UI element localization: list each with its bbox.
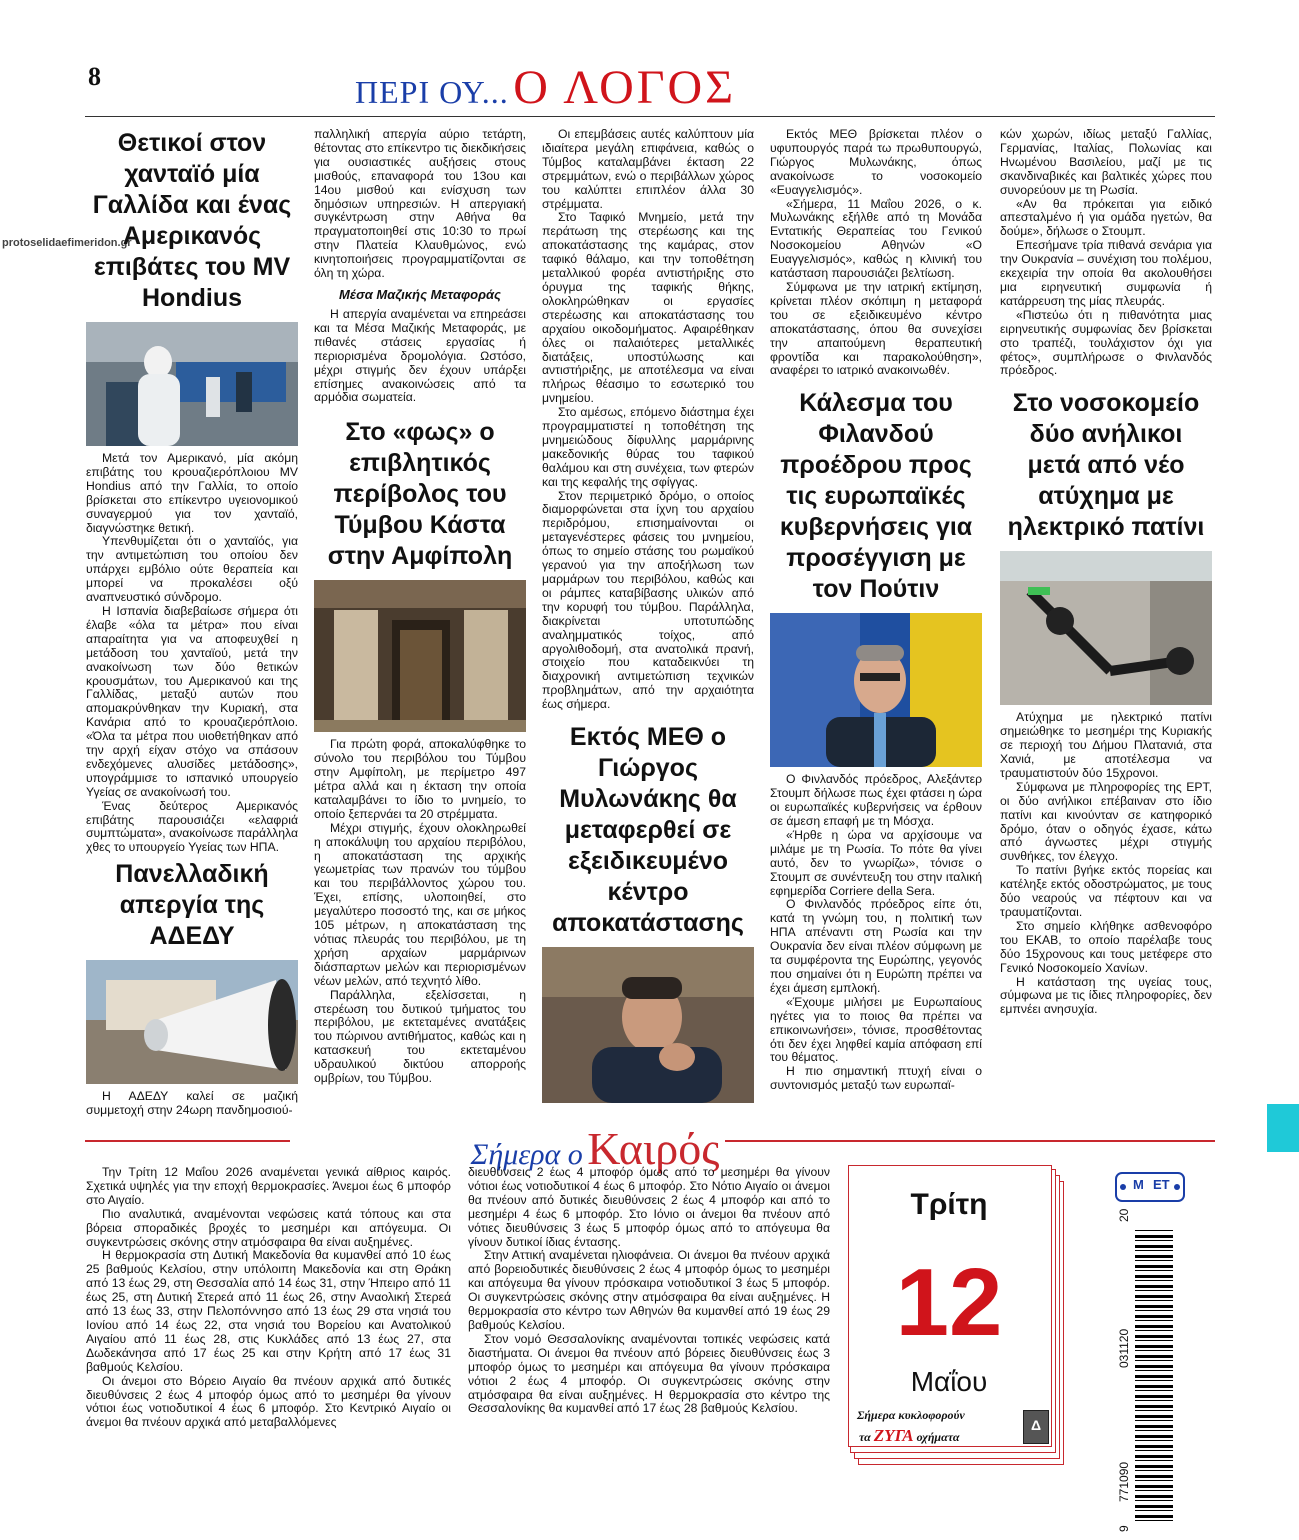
weather-rule-left	[85, 1140, 290, 1142]
barcode-top-number: 20	[1117, 1208, 1131, 1222]
headline-stubb: Κάλεσμα του Φιλανδού προέδρου προς τις ευρωπαϊκές κυβερνήσεις για προσέγγιση με τον Πούτιν	[779, 389, 973, 604]
article-mylonakis	[770, 128, 982, 378]
barcode-bar	[1135, 1250, 1173, 1251]
paragraph: Την Τρίτη 12 Μαΐου 2026 αναμένεται γενικά αίθριος καιρός. Σχετικά υψηλές για την εποχή θερμοκρασίες. Άνεμοι έως 6 μποφόρ στο Αιγαίο.	[86, 1165, 451, 1207]
met-logo-m: Μ	[1133, 1177, 1144, 1192]
calendar-footer-oximata: οχήματα	[916, 1430, 960, 1444]
barcode-bar	[1135, 1490, 1173, 1491]
photo-hazmat	[86, 322, 298, 446]
column-2	[314, 128, 526, 1086]
headline-hantavirus: Θετικοί στον χανταϊό μία Γαλλίδα και ένας Αμερικανός επιβάτες του MV Hondius	[92, 129, 292, 312]
calendar-month: Μαΐου	[910, 1366, 988, 1397]
paragraph: Στο αμέσως, επόμενο διάστημα έχει προγραμματιστεί η τοποθέτηση της μνημειώδους δίφυλλης μαρμάρινης μακεδονικής θύρας του ταφικού θαλάμου και στη συνέχεια, των φτερών και της κεφαλής της σφίγγας.	[542, 405, 754, 489]
headline-adedy: Πανελλαδική απεργία της ΑΔΕΔΥ	[115, 860, 269, 951]
met-logo-et: ΕΤ	[1153, 1177, 1170, 1192]
paragraph: Στο σημείο κλήθηκε ασθενοφόρο του ΕΚΑΒ, το οποίο παρέλαβε τους δύο 15χρονους και τους μετέφερε στο Γενικό Νοσοκομείο Χανίων.	[1000, 918, 1212, 975]
barcode-bar	[1135, 1235, 1173, 1238]
watermark: protoselidaefimeridon.gr	[2, 237, 132, 249]
barcode-bar	[1135, 1495, 1173, 1498]
barcode-bar	[1135, 1310, 1173, 1311]
barcode-bar	[1135, 1520, 1173, 1521]
paragraph: παλληλική απεργία αύριο τετάρτη, θέτοντας στο επίκεντρο τις διεκδικήσεις για ουσιαστικές αυξήσεις στους μισθούς, επαναφορά του 13ου και 14ου μισθού και ενίσχυση των δημόσιων υπηρεσιών. Η απεργιακή συγκέντρωση στην Αθήνα θα πραγματοποιηθεί στις 10:30 το πρωί στην Πλατεία Κλαυθμώνος, ενώ κινητοποιήσεις προγραμματίζονται σε όλη τη χώρα.	[314, 127, 526, 281]
barcode-bar	[1135, 1245, 1173, 1248]
barcode-bar	[1135, 1395, 1173, 1398]
masthead-small: ΠΕΡΙ ΟΥ...	[355, 74, 509, 110]
paragraph: Πιο αναλυτικά, αναμένονται νεφώσεις κατά τόπους και στα βόρεια σποραδικές βροχές το μεσημέρι και απόγευμα. Οι συγκεντρώσεις σκόνης στην ατμόσφαιρα θα είναι αυξημένες.	[86, 1206, 451, 1249]
photo-scooter	[1000, 551, 1212, 705]
barcode-bar	[1135, 1365, 1173, 1368]
calendar-day: Τρίτη	[910, 1188, 988, 1221]
barcode-bar	[1135, 1455, 1173, 1458]
article-adedy	[86, 1090, 298, 1118]
barcode-bar	[1135, 1385, 1173, 1388]
weather-column-1	[86, 1166, 451, 1430]
barcode-bar	[1135, 1475, 1173, 1478]
calendar-footer-ta: τα	[859, 1430, 871, 1444]
calendar-footer-zyga: ΖΥΓΑ	[873, 1426, 914, 1445]
barcode-bar	[1135, 1505, 1173, 1508]
headline-amphipolis: Στο «φως» ο επιβλητικός περίβολος του Τύμβου Κάστα στην Αμφίπολη	[327, 418, 513, 571]
calendar-footer-badge-box	[1023, 1410, 1049, 1444]
barcode-bar	[1135, 1240, 1173, 1241]
barcode-bar	[1135, 1400, 1173, 1401]
barcode-bar	[1135, 1360, 1173, 1361]
barcode-bar	[1135, 1410, 1173, 1411]
paragraph: Η ΑΔΕΔΥ καλεί σε μαζική συμμετοχή στην 24ωρη πανδημοσιού-	[86, 1089, 298, 1118]
article-scooter	[1000, 711, 1212, 1017]
paragraph: Ο Φινλανδός πρόεδρος, Αλεξάντερ Στουμπ δήλωσε πως έχει φτάσει η ώρα οι ευρωπαϊκές κυβερνήσεις να έρθουν σε άμεση επαφή με τη Μόσχα.	[770, 772, 982, 829]
barcode-bar	[1135, 1285, 1173, 1288]
barcode-bar	[1135, 1300, 1173, 1301]
barcode-bar	[1135, 1450, 1173, 1451]
column-1	[86, 128, 298, 1118]
barcode-bar	[1135, 1315, 1173, 1318]
barcode-bar	[1135, 1290, 1173, 1291]
barcode-bar	[1135, 1320, 1173, 1321]
barcode-bar	[1135, 1405, 1173, 1408]
weather-title-small: Σήμερα ο	[470, 1138, 583, 1171]
barcode-bar	[1135, 1265, 1173, 1268]
paragraph: Ο Φινλανδός πρόεδρος είπε ότι, κατά τη γνώμη του, η πολιτική των ΗΠΑ απέναντι στη Ρωσία και την Ουκρανία δεν είναι πλέον σύμφωνη με τα συμφέροντα της Ευρώπης, γεγονός που σημαίνει ότι η Ευρώπη πρέπει να έχει άμεση εμπλοκή.	[770, 897, 982, 995]
paragraph: «Σήμερα, 11 Μαΐου 2026, ο κ. Μυλωνάκης εξήλθε από τη Μονάδα Εντατικής Θεραπείας του Γενικού Νοσοκομείου Αθηνών «Ο Ευαγγελισμός», καθώς η κλινική του κατάσταση παρουσιάζει βελτίωση.	[770, 196, 982, 281]
barcode-bar	[1135, 1420, 1173, 1421]
paragraph: Ένας δεύτερος Αμερικανός επιβάτης παρουσιάζει «ελαφριά συμπτώματα», ανακοίνωσε παράλληλα χθες το υπουργείο Υγείας των ΗΠΑ.	[86, 798, 298, 855]
barcode-bar	[1135, 1480, 1173, 1481]
barcode-bar	[1135, 1370, 1173, 1371]
paragraph: Ατύχημα με ηλεκτρικό πατίνι σημειώθηκε το μεσημέρι της Κυριακής σε περιοχή του Δήμου Πλατανιά, στα Χανιά, με αποτέλεσμα να τραυματιστούν δύο 15χρονοι.	[1000, 710, 1212, 780]
article-transport	[314, 308, 526, 405]
paragraph: Σύμφωνα με την ιατρική εκτίμηση, κρίνεται πλέον σκόπιμη η μεταφορά του σε εξειδικευμένο κέντρο αποκατάστασης, όπου θα συνεχίσει την απαιτούμενη θεραπευτική φροντίδα και παρακολούθηση», αναφέρει το ιατρικό ανακοινωθέν.	[770, 279, 982, 378]
weather-column-2	[468, 1166, 830, 1416]
barcode-bar	[1135, 1270, 1173, 1271]
article-amphipolis-cont	[542, 128, 754, 712]
photo-tomb	[314, 580, 526, 732]
barcode-bar	[1135, 1330, 1173, 1331]
article-stubb-cont	[1000, 128, 1212, 378]
photo-mylonakis	[542, 947, 754, 1103]
paragraph: Η απεργία αναμένεται να επηρεάσει και τα Μέσα Μαζικής Μεταφοράς, με πιθανές στάσεις εργασίας ή περιορισμένα δρομολόγια. Ωστόσο, μέχρι στιγμής δεν έχουν υπάρξει επίσημες ανακοινώσεις από τα αρμόδια σωματεία.	[314, 306, 526, 405]
paragraph: Η πιο σημαντική πτυχή είναι ο συντονισμός μεταξύ των ευρωπαϊ-	[770, 1064, 982, 1093]
headline-mylonakis: Εκτός ΜΕΘ ο Γιώργος Μυλωνάκης θα μεταφερθεί σε εξειδικευμένο κέντρο αποκατάστασης	[552, 723, 744, 938]
barcode-bar	[1135, 1510, 1173, 1511]
barcode-number-1: 771090	[1117, 1461, 1131, 1502]
paragraph: Μέχρι στιγμής, έχουν ολοκληρωθεί η αποκάλυψη του αρχαίου περιβόλου, η αποκατάσταση της αρχικής γεωμετρίας των πρανών του τύμβου και του περιβάλλοντος χώρου του. Έχει, επίσης, υλοποιηθεί, στο μεγαλύτερο ποσοστό της, και σε μήκος 105 μέτρων, η αποκατάσταση της νότιας πλευράς του περιβόλου, με τη χρήση αρχαίων μαρμάρινων διάσπαρτων μελών και περιορισμένων νέων μελών, από τεχνητό λίθο.	[314, 820, 526, 988]
barcode-bar	[1135, 1430, 1173, 1431]
barcode-bar	[1135, 1260, 1173, 1261]
barcode-bar	[1135, 1465, 1173, 1468]
barcode-bar	[1135, 1230, 1173, 1231]
subhead-transport: Μέσα Μαζικής Μεταφοράς	[339, 286, 501, 302]
article-hantavirus	[86, 452, 298, 855]
masthead	[355, 60, 955, 112]
paragraph: Για πρώτη φορά, αποκαλύφθηκε το σύνολο του περιβόλου του Τύμβου στην Αμφίπολη, με περίμετρο 497 μέτρα αλλά και η έκταση την οποία καταλαμβάνει το ίδιο το μνημείο, το οποίο ξεπερνάει τα 20 στρέμματα.	[314, 737, 526, 821]
barcode-bar	[1135, 1325, 1173, 1328]
barcode-bar	[1135, 1375, 1173, 1378]
barcode-bar	[1135, 1440, 1173, 1441]
column-4	[770, 128, 982, 1093]
article-amphipolis	[314, 738, 526, 1086]
header-rule	[85, 116, 1215, 117]
headline-scooter: Στο νοσοκομείο δύο ανήλικοι μετά από νέο ατύχημα με ηλεκτρικό πατίνι	[1007, 389, 1205, 542]
paragraph: Οι επεμβάσεις αυτές καλύπτουν μία ιδιαίτερα μεγάλη επιφάνεια, καθώς ο Τύμβος καταλαμβάνει έκταση 22 στρεμμάτων, ενώ ο περιβάλλων χώρος του καλύπτει επιπλέον άλλα 30 στρέμματα.	[542, 127, 754, 211]
barcode	[1115, 1210, 1185, 1540]
paragraph: Η Ισπανία διαβεβαίωσε σήμερα ότι έλαβε «όλα τα μέτρα» που είναι απαραίτητα για να αποφευχθεί η μετάδοση του χανταϊού, μετά την ανακοίνωση των δύο θετικών κρουσμάτων, του Αμερικανού και της Γαλλίδας, μεταξύ αυτών που απομακρύνθηκαν την Κυριακή, στα Κανάρια από το κρουαζιερόπλοιο. «Όλα τα μέτρα που υιοθετήθηκαν από την αρχή είχαν στόχο να σπάσουν ενδεχόμενες αλυσίδες μετάδοσης», υπογράμμισε το ισπανικό υπουργείο Υγείας σε ανακοίνωσή του.	[86, 603, 298, 799]
article-adedy-cont	[314, 128, 526, 281]
barcode-bar	[1135, 1305, 1173, 1308]
barcode-bar	[1135, 1390, 1173, 1391]
barcode-left-digit: 9	[1117, 1525, 1131, 1532]
paragraph: Το πατίνι βγήκε εκτός πορείας και κατέληξε εκτός οδοστρώματος, με τους δύο νεαρούς να πέφτουν και να τραυματίζονται.	[1000, 863, 1212, 919]
calendar-date: 12	[895, 1249, 1003, 1356]
calendar-footer	[855, 1406, 1045, 1448]
paragraph: Μετά τον Αμερικανό, μία ακόμη επιβάτης του κρουαζιερόπλοιου MV Hondius από την Γαλλία, το οποίο βρίσκεται στο επίκεντρο υγειονομικού συναγερμού για τον χανταϊό, διαγνώστηκε θετική.	[86, 451, 298, 535]
calendar-footer-line1: Σήμερα κυκλοφορούν	[857, 1408, 965, 1422]
barcode-bar	[1135, 1435, 1173, 1438]
barcode-bar	[1135, 1485, 1173, 1488]
paragraph: «Ήρθε η ώρα να αρχίσουμε να μιλάμε με τη Ρωσία. Το πότε θα γίνει αυτό, δεν το γνωρίζω», τόνισε ο Στουμπ σε συνέντευξη του στην ιταλική εφημερίδα Corriere della Sera.	[770, 827, 982, 898]
calendar-sheet	[848, 1165, 1052, 1447]
article-stubb	[770, 773, 982, 1093]
masthead-big: Ο ΛΟΓΟΣ	[513, 61, 737, 114]
weather-header	[85, 1123, 1215, 1174]
paragraph: Εκτός ΜΕΘ βρίσκεται πλέον ο υφυπουργός παρά τω πρωθυπουργώ, Γιώργος Μυλωνάκης, όπως ανακοίνωσε το νοσοκομείο «Ευαγγελισμός».	[770, 127, 982, 197]
paragraph: Στον περιμετρικό δρόμο, ο οποίος διαμορφώνεται στα ίχνη του αρχαίου περιδρόμου, επισημαίνονται οι μεταγενέστερες φάσεις του μνημείου, όπως το σημείο στάσης του ρωμαϊκού γερανού για την αποξήλωση των μαρμάρων του περιβόλου, καθώς και οι ράμπες καταβίβασης υλικών από την κορυφή του τύμβου. Παράλληλα, διακρίνεται υποτυπώδης αναλημματικός τοίχος, από αργολιθοδομή, στα ανατολικά πρανή, στοιχείο που καταδεικνύει τη διαχρονική αντιμετώπιση τεχνικών προβλημάτων, από την αρχαιότητα έως σήμερα.	[542, 488, 754, 712]
calendar-footer-badge: Δ	[1030, 1417, 1042, 1433]
edge-tab	[1267, 1104, 1299, 1152]
paragraph: διευθύνσεις 2 έως 4 μποφόρ όμως από το μεσημέρι θα γίνουν νότιοι έως νοτιοδυτικοί 4 έως 6 μποφόρ. Στο Νότιο Αιγαίο οι άνεμοι θα πνέουν από δυτικές διευθύνσεις 2 έως 4 μποφόρ και από το μεσημέρι 4 έως 6 μποφόρ. Στο Ιόνιο οι άνεμοι θα πνέουν από νότιες διευθύνσεις 3 έως 5 μποφόρ όμως από το απόγευμα θα γίνουν δυτικοί ίδιας έντασης.	[468, 1165, 830, 1249]
barcode-bar	[1135, 1460, 1173, 1461]
photo-megaphone	[86, 960, 298, 1084]
paragraph: Παράλληλα, εξελίσσεται, η στερέωση του δυτικού τμήματος του περιβόλου, με εκτεταμένες ανατάξεις του πώρινου αντιθήματος, καθώς και η κατασκευή του εκτεταμένου υδραυλικού δικτύου απορροής ομβρίων, του Τύμβου.	[314, 987, 526, 1086]
paragraph: Επεσήμανε τρία πιθανά σενάρια για την Ουκρανία – συνέχιση του πολέμου, εκεχειρία την οποία θα ακολουθήσει μια ειρηνευτική συμφωνία ή κατάρρευση της μίας πλευράς.	[1000, 238, 1212, 308]
barcode-bar	[1135, 1380, 1173, 1381]
barcode-bar	[1135, 1355, 1173, 1358]
column-3	[542, 128, 754, 1109]
barcode-bar	[1135, 1295, 1173, 1298]
paragraph: Η κατάσταση της υγείας τους, σύμφωνα με τις ίδιες πληροφορίες, δεν εμπνέει ανησυχία.	[1000, 974, 1212, 1017]
barcode-bar	[1135, 1340, 1173, 1341]
paragraph: Σύμφωνα με πληροφορίες της ΕΡΤ, οι δύο ανήλικοι επέβαιναν στο ίδιο πατίνι και κινούνταν σε κατηφορικό δρόμο, όταν ο οδηγός έχασε, κάτω από άγνωστες μέχρι στιγμής συνθήκες, τον έλεγχο.	[1000, 779, 1212, 864]
paragraph: «Έχουμε μιλήσει με Ευρωπαίους ηγέτες για το ποιος θα πρέπει να επικοινωνήσει», τόνισε, προσθέτοντας ότι δεν έχει ληφθεί καμία απόφαση επί του θέματος.	[770, 994, 982, 1065]
barcode-bar	[1135, 1275, 1173, 1278]
barcode-bar	[1135, 1335, 1173, 1338]
barcode-bar	[1135, 1255, 1173, 1258]
barcode-bar	[1135, 1470, 1173, 1471]
barcode-bar	[1135, 1500, 1173, 1501]
paragraph: «Πιστεύω ότι η πιθανότητα μιας ειρηνευτικής συμφωνίας δεν βρίσκεται στο τραπέζι, τουλάχιστον όχι για φέτος», συμπλήρωσε ο Φινλανδός πρόεδρος.	[1000, 307, 1212, 378]
barcode-bar	[1135, 1445, 1173, 1448]
calendar-widget	[848, 1165, 1068, 1465]
barcode-bar	[1135, 1350, 1173, 1351]
paragraph: Οι άνεμοι στο Βόρειο Αιγαίο θα πνέουν αρχικά από δυτικές διευθύνσεις 2 έως 4 μποφόρ όμως από το μεσημέρι θα γίνουν νότιοι έως νοτιοδυτικοί 4 έως 6 μποφόρ. Στο Κεντρικό Αιγαίο οι άνεμοι θα πνέουν αρχικά από μεταβαλλόμενες	[86, 1373, 451, 1430]
barcode-bar	[1135, 1345, 1173, 1348]
barcode-bar	[1135, 1515, 1173, 1518]
paragraph: Στο Ταφικό Μνημείο, μετά την περάτωση της στερέωσης και της αποκατάστασης της καμάρας, στον ταφικό θάλαμο, και την τοποθέτηση μεταλλικού φορέα αντιστήριξης στο όρυγμα της ταφικής θήκης, ολοκληρώθηκαν οι εργασίες στερέωσης και αποκατάστασης του αρχαίου οικοδομήματος. Αφαιρέθηκαν όλες οι παλαιότερες μεταλλικές διατάξεις, υποστύλωσης και αντιστήριξης, με αποτέλεσμα να είναι πλήρως θέασιμο το εσωτερικό του μνημείου.	[542, 210, 754, 406]
met-logo	[1115, 1172, 1185, 1202]
paragraph: Η θερμοκρασία στη Δυτική Μακεδονία θα κυμανθεί από 10 έως 25 βαθμούς Κελσίου, στην υπόλοιπη Μακεδονία και στη Θράκη από 13 έως 29, στη Θεσσαλία από 14 έως 31, στην Ήπειρο από 11 έως 25, στη Δυτική Στερεά από 11 έως 26, στην Αναολική Στερεά από 13 έως 33, στην Πελοπόννησο από 13 έως 29 στα νησιά του Ιονίου από 14 έως 22, στα νησιά του Βορείου και Ανατολικού Αιγαίου από 11 έως 28, στις Κυκλάδες από 13 έως 27, στα Δωδεκάνησα από 17 έως 25 και στην Κρήτη από 17 έως 31 βαθμούς Κελσίου.	[86, 1248, 451, 1374]
barcode-bars	[1135, 1230, 1173, 1522]
paragraph: κών χωρών, ιδίως μεταξύ Γαλλίας, Γερμανίας, Ιταλίας, Πολωνίας και Ηνωμένου Βασιλείου, μαζί με τις σκανδιναβικές και βαλτικές χώρες που συνορεύουν με τη Ρωσία.	[1000, 127, 1212, 197]
column-5	[1000, 128, 1212, 1017]
page-number: 8	[88, 62, 101, 91]
paragraph: Στον νομό Θεσσαλονίκης αναμένονται τοπικές νεφώσεις κατά διαστήματα. Οι άνεμοι θα πνέουν από βόρειες διευθύνσεις έως 3 μποφόρ όμως το μεσημέρι και απόγευμα θα γίνουν πρόσκαιρα νότιοι 2 έως 4 μποφόρ. Οι συγκεντρώσεις σκόνης στην ατμόσφαιρα θα είναι αυξημένες. Η θερμοκρασία στο κέντρο της Θεσσαλονίκης θα κυμανθεί από 17 έως 28 βαθμούς Κελσίου.	[468, 1331, 830, 1416]
barcode-bar	[1135, 1280, 1173, 1281]
weather-title-big: Καιρός	[587, 1123, 720, 1174]
paragraph: Στην Αττική αναμένεται ηλιοφάνεια. Οι άνεμοι θα πνέουν αρχικά από βορειοδυτικές διευθύνσεις 2 έως 4 μποφόρ όμως το μεσημέρι και απόγευμα θα γίνουν πρόσκαιρα νοτιοδυτικοί 3 έως 5 μποφόρ. Οι συγκεντρώσεις σκόνης στην ατμόσφαιρα θα είναι αυξημένες. Η θερμοκρασία στο κέντρο των Αθηνών θα κυμανθεί από 19 έως 29 βαθμούς Κελσίου.	[468, 1248, 830, 1332]
barcode-bar	[1135, 1415, 1173, 1418]
paragraph: Υπενθυμίζεται ότι ο χανταϊός, για την αντιμετώπιση του οποίου δεν υπάρχει εμβόλιο ούτε θεραπεία και μπορεί να προκαλέσει οξύ αναπνευστικό σύνδρομο.	[86, 534, 298, 605]
paragraph: «Αν θα πρόκειται για ειδικό απεσταλμένο ή για ομάδα ηγετών, θα δούμε», δήλωσε ο Στουμπ.	[1000, 196, 1212, 239]
calendar-footer-line2	[859, 1426, 960, 1446]
met-logo-frame	[1115, 1172, 1185, 1202]
photo-stubb	[770, 613, 982, 767]
barcode-bar	[1135, 1425, 1173, 1428]
barcode-number-2: 031120	[1117, 1328, 1131, 1368]
